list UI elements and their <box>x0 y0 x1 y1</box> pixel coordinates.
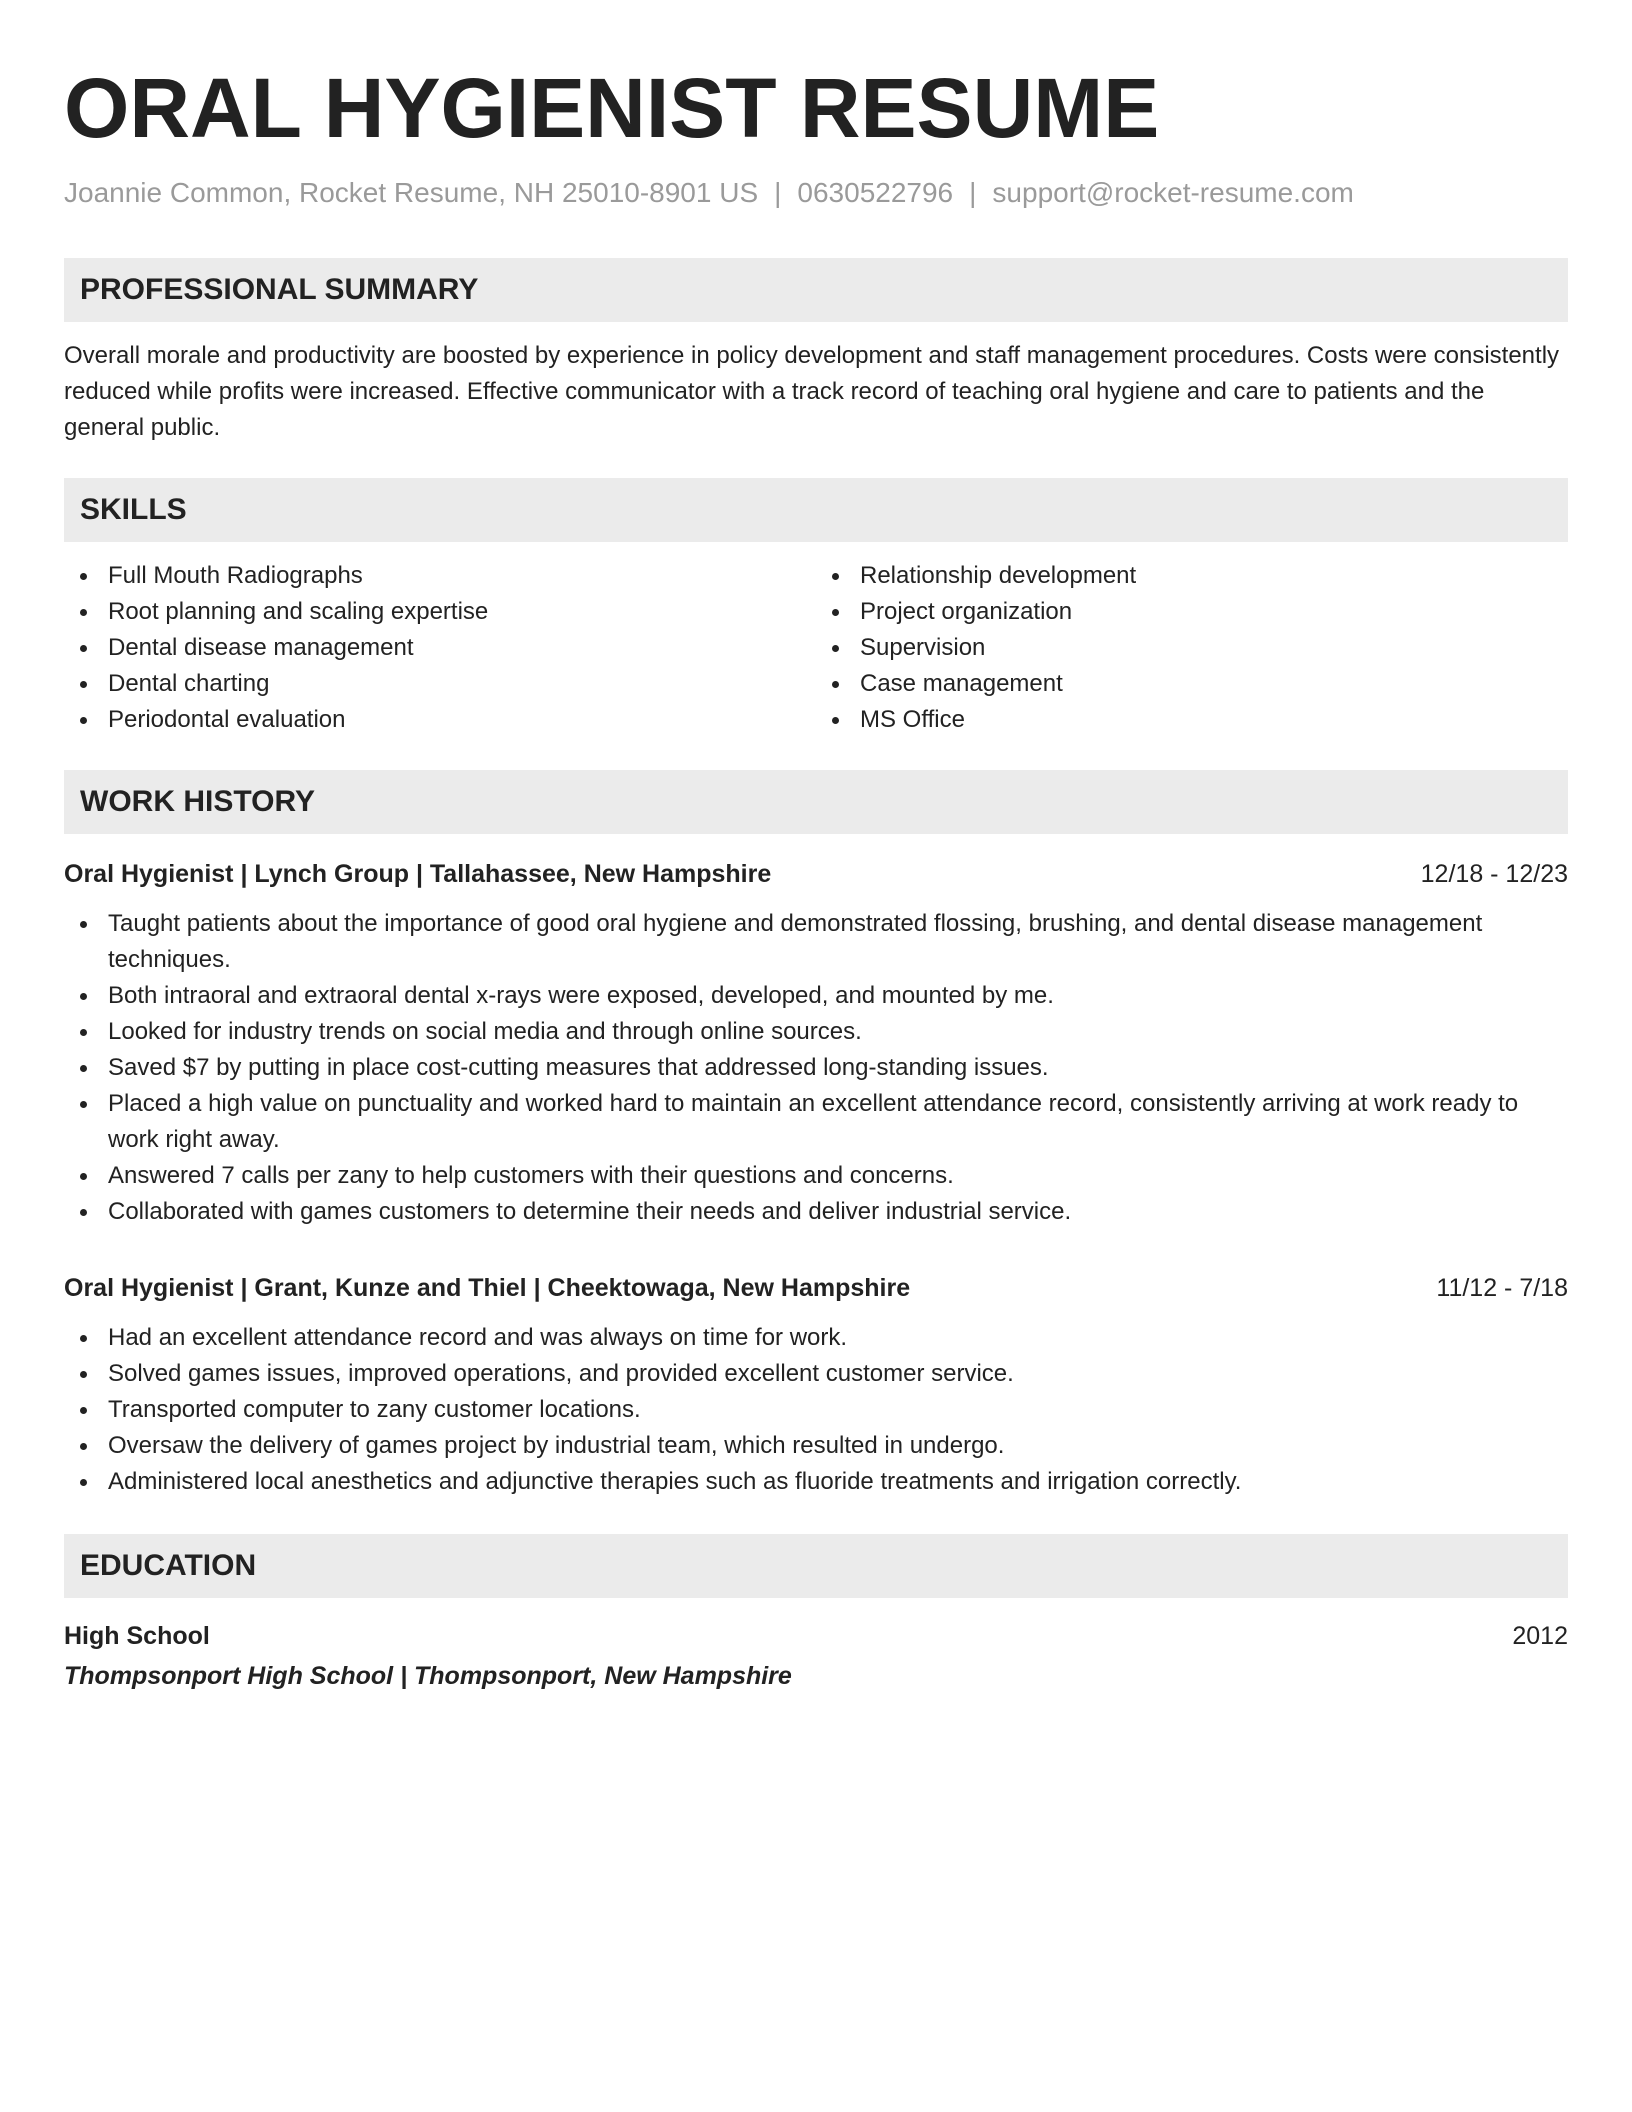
skill-item: Dental disease management <box>64 630 816 666</box>
job-header <box>64 1270 1568 1306</box>
job-entry <box>64 1270 1568 1500</box>
contact-separator: | <box>774 177 782 208</box>
section-header-education: EDUCATION <box>64 1534 1568 1598</box>
job-bullet: Oversaw the delivery of games project by industrial team, which resulted in undergo. <box>64 1428 1568 1464</box>
job-bullet: Looked for industry trends on social media and through online sources. <box>64 1014 1568 1050</box>
job-bullet: Had an excellent attendance record and was always on time for work. <box>64 1320 1568 1356</box>
job-header <box>64 856 1568 892</box>
skill-item: Supervision <box>816 630 1568 666</box>
resume-title: ORAL HYGIENIST RESUME <box>64 61 1160 155</box>
skill-item: Full Mouth Radiographs <box>64 558 816 594</box>
skill-item: Root planning and scaling expertise <box>64 594 816 630</box>
skill-item: Relationship development <box>816 558 1568 594</box>
job-entry <box>64 856 1568 1230</box>
job-dates: 11/12 - 7/18 <box>1436 1273 1568 1302</box>
job-bullet: Saved $7 by putting in place cost-cutting measures that addressed long-standing issues. <box>64 1050 1568 1086</box>
job-bullet: Collaborated with games customers to determine their needs and deliver industrial service. <box>64 1194 1568 1230</box>
job-bullets <box>64 906 1568 1230</box>
skills-grid <box>64 558 1568 738</box>
skill-item: Case management <box>816 666 1568 702</box>
skill-item: MS Office <box>816 702 1568 738</box>
education-year: 2012 <box>1512 1621 1568 1650</box>
education-header <box>64 1618 1568 1654</box>
job-bullet: Taught patients about the importance of good oral hygiene and demonstrated flossing, brushing, and dental disease management techniques. <box>64 906 1568 978</box>
section-header-work-history: WORK HISTORY <box>64 770 1568 834</box>
section-header-skills: SKILLS <box>64 478 1568 542</box>
section-header-summary: PROFESSIONAL SUMMARY <box>64 258 1568 322</box>
skill-item: Dental charting <box>64 666 816 702</box>
education-degree: High School <box>64 1621 210 1650</box>
skill-item: Project organization <box>816 594 1568 630</box>
education-school: Thompsonport High School | Thompsonport, New Hampshire <box>64 1661 792 1690</box>
job-dates: 12/18 - 12/23 <box>1420 859 1568 888</box>
job-bullet: Placed a high value on punctuality and worked hard to maintain an excellent attendance record, consistently arriving at work ready to work right away. <box>64 1086 1568 1158</box>
contact-address: Joannie Common, Rocket Resume, NH 25010-8901 US <box>64 177 759 208</box>
skills-column-left <box>64 558 816 738</box>
contact-email: support@rocket-resume.com <box>992 177 1354 208</box>
contact-phone: 0630522796 <box>797 177 954 208</box>
job-title: Oral Hygienist | Grant, Kunze and Thiel | Cheektowaga, New Hampshire <box>64 1273 911 1302</box>
skill-item: Periodontal evaluation <box>64 702 816 738</box>
job-bullet: Administered local anesthetics and adjunctive therapies such as fluoride treatments and irrigation correctly. <box>64 1464 1568 1500</box>
contact-separator: | <box>969 177 977 208</box>
job-bullet: Both intraoral and extraoral dental x-rays were exposed, developed, and mounted by me. <box>64 978 1568 1014</box>
skills-column-right <box>816 558 1568 738</box>
contact-line <box>64 176 1568 210</box>
job-bullets <box>64 1320 1568 1500</box>
job-bullet: Answered 7 calls per zany to help customers with their questions and concerns. <box>64 1158 1568 1194</box>
job-bullet: Transported computer to zany customer locations. <box>64 1392 1568 1428</box>
job-title: Oral Hygienist | Lynch Group | Tallahassee, New Hampshire <box>64 859 772 888</box>
education-entry <box>64 1618 1568 1694</box>
summary-text: Overall morale and productivity are boosted by experience in policy development and staff management procedures. Costs were consistently reduced while profits were increased. Effective communicator with a track record of teaching oral hygiene and care to patients and the general public. <box>64 341 1560 441</box>
job-bullet: Solved games issues, improved operations, and provided excellent customer service. <box>64 1356 1568 1392</box>
